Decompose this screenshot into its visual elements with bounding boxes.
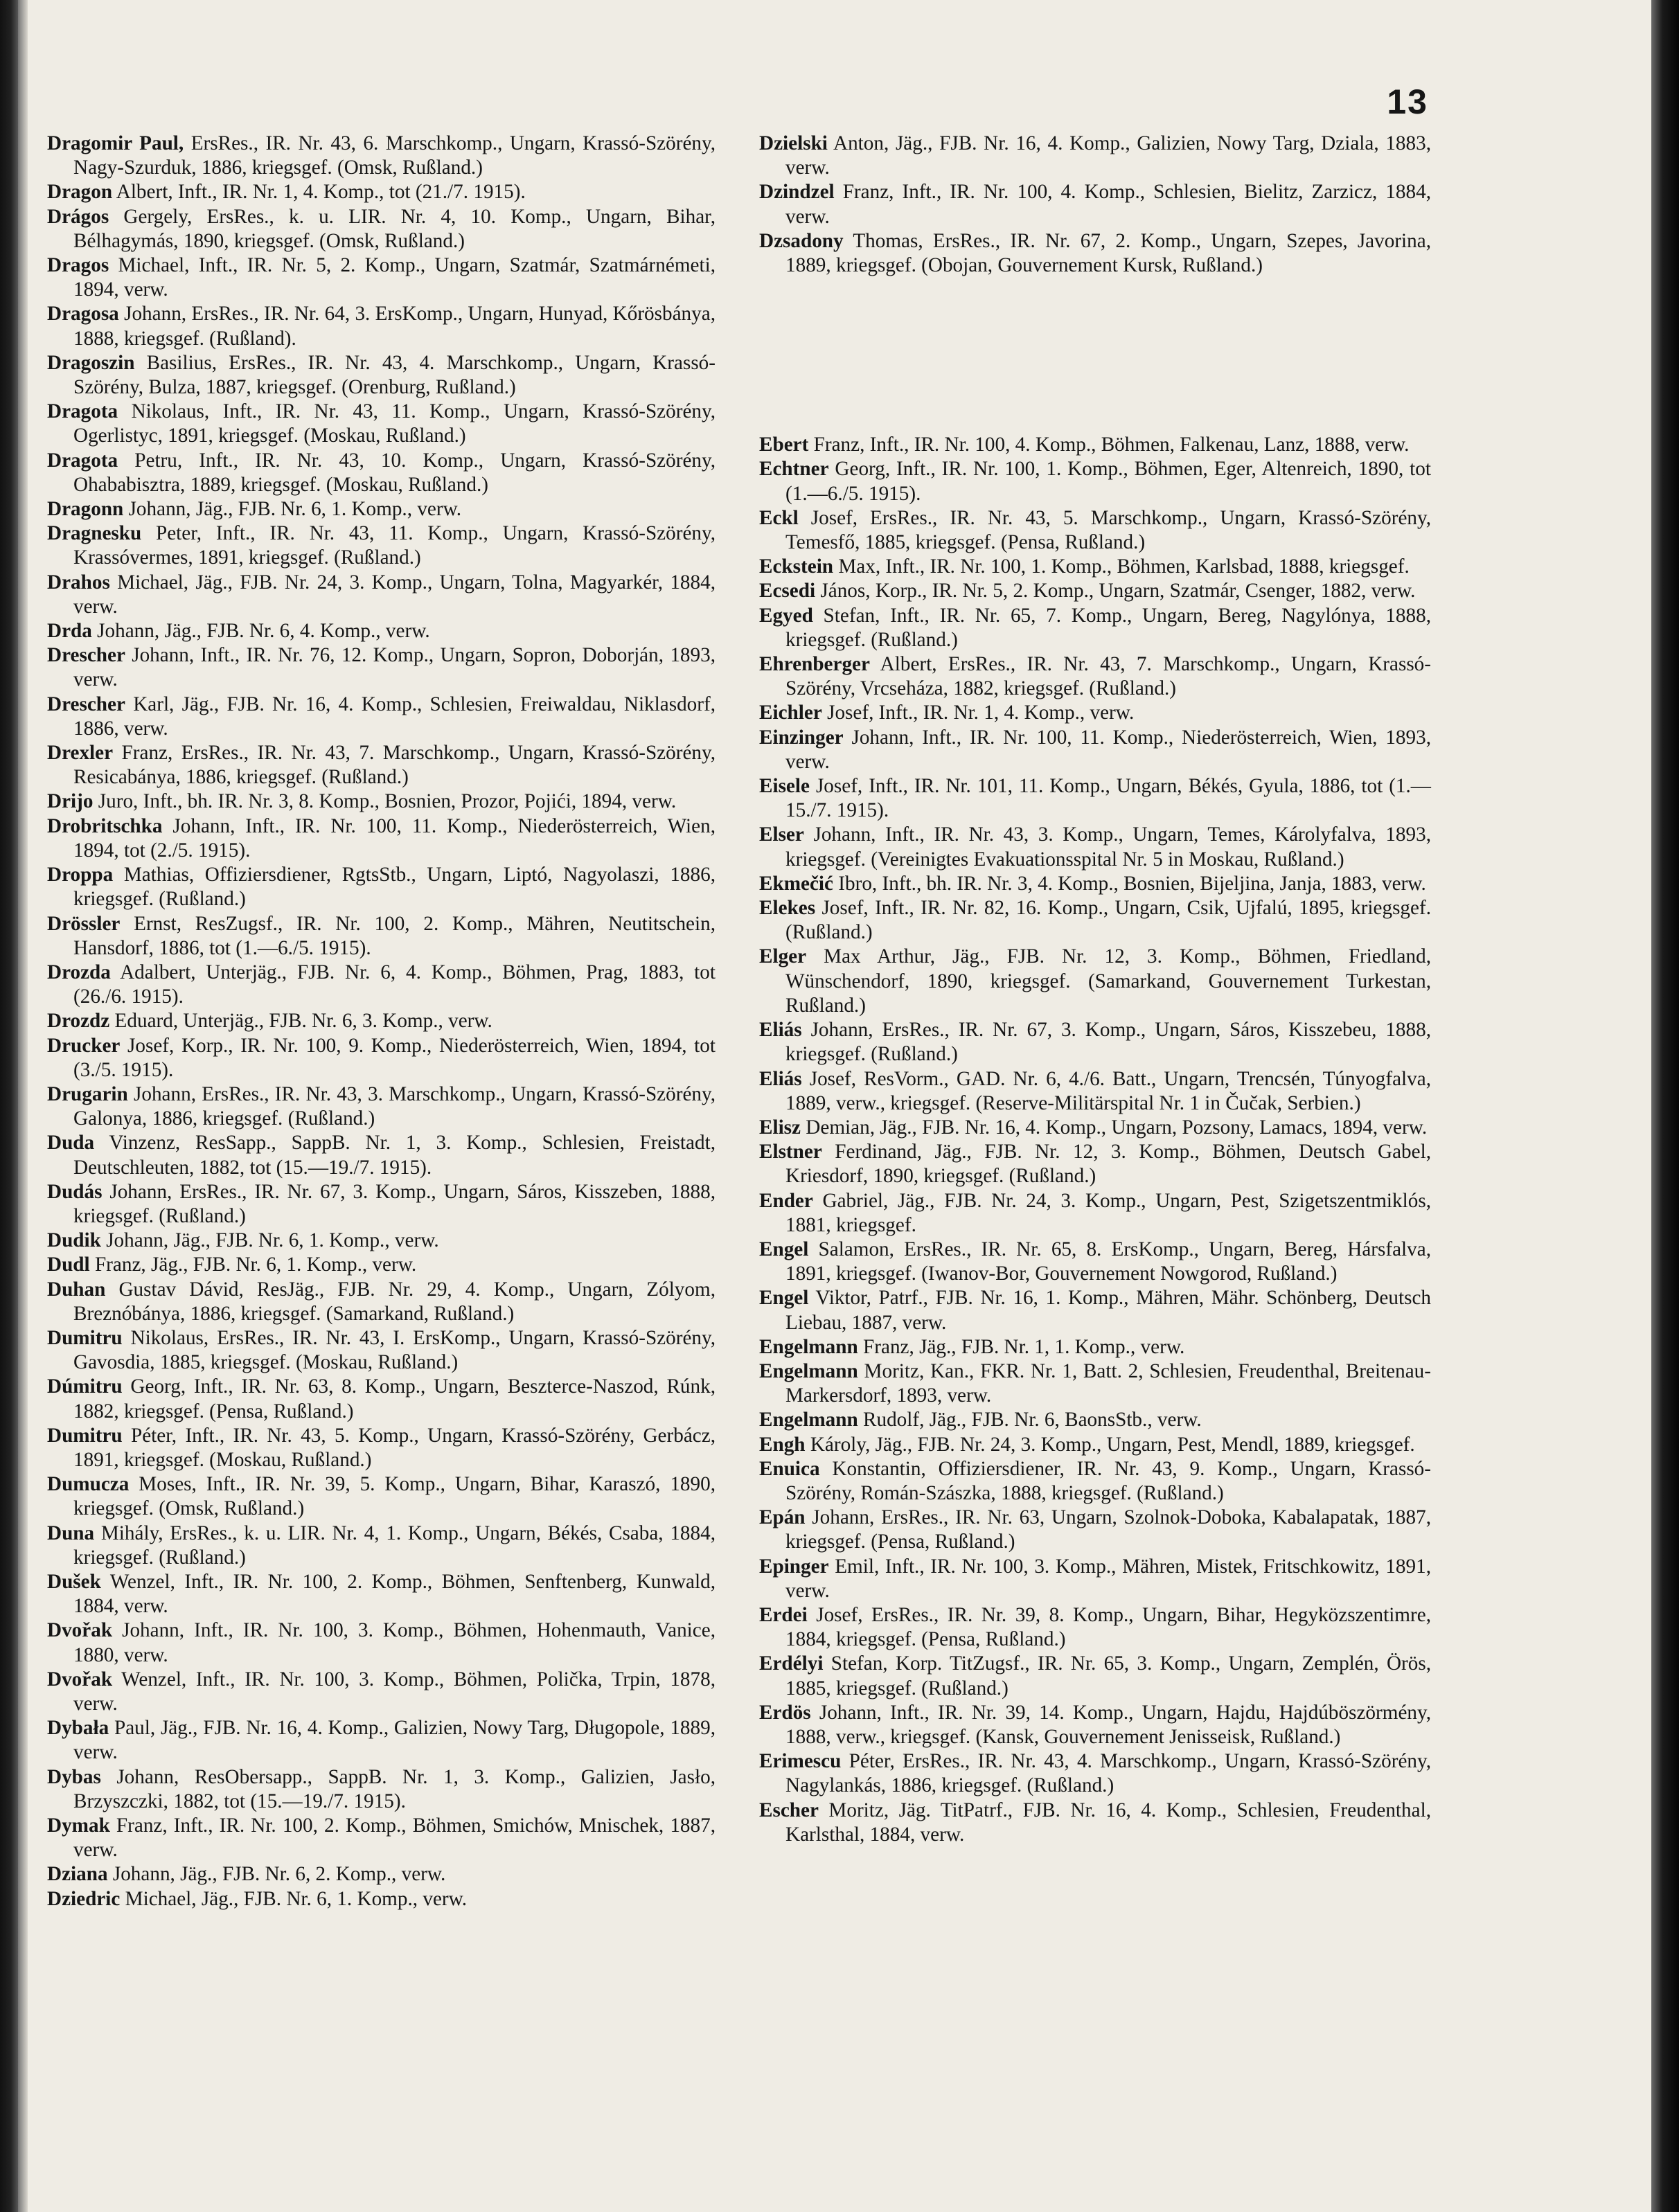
register-entry — [759, 1116, 1431, 1140]
register-entry — [759, 774, 1431, 823]
register-entry — [47, 1618, 716, 1667]
entry-surname: Drozdz — [47, 1010, 110, 1033]
register-entry — [47, 132, 716, 180]
entry-details: Nikolaus, ErsRes., IR. Nr. 43, I. ErsKomp., Ungarn, Krassó-Szörény, Gavosdia, 1885, kriegsgef. (Moskau, Rußland.) — [73, 1326, 716, 1374]
entry-surname: Dragota — [47, 449, 118, 472]
entry-details: Josef, Inft., IR. Nr. 101, 11. Komp., Ungarn, Békés, Gyula, 1886, tot (1.—15./7. 1915). — [785, 775, 1431, 822]
entry-details: Basilius, ErsRes., IR. Nr. 43, 4. Marschkomp., Ungarn, Krassó-Szörény, Bulza, 1887, kriegsgef. (Orenburg, Rußland.) — [73, 351, 716, 399]
entry-surname: Dragonn — [47, 498, 124, 521]
entry-details: Johann, ErsRes., IR. Nr. 67, 3. Komp., Ungarn, Sáros, Kisszeben, 1888, kriegsgef. (Rußland.) — [73, 1180, 716, 1227]
entry-surname: Epán — [759, 1506, 806, 1529]
register-entry — [759, 945, 1431, 1018]
register-entry — [47, 790, 716, 814]
register-entry — [47, 1814, 716, 1862]
entry-surname: Eckstein — [759, 555, 834, 578]
register-entry — [759, 1238, 1431, 1286]
entry-details: Franz, Jäg., FJB. Nr. 6, 1. Komp., verw. — [89, 1254, 417, 1276]
entry-surname: Dvořak — [47, 1619, 113, 1642]
register-entry — [47, 863, 716, 911]
entry-surname: Ebert — [759, 434, 809, 456]
entry-details: Moritz, Jäg. TitPatrf., FJB. Nr. 16, 4. Komp., Schlesien, Freudenthal, Karlsthal, 1884, verw. — [785, 1799, 1431, 1846]
entry-details: Ernst, ResZugsf., IR. Nr. 100, 2. Komp., Mähren, Neutitschein, Hansdorf, 1886, tot (1.—6./5. 1915). — [73, 912, 716, 959]
register-entry — [47, 521, 716, 570]
entry-surname: Ehrenberger — [759, 653, 870, 676]
entry-surname: Drobritschka — [47, 814, 163, 837]
register-entry — [47, 741, 716, 790]
entry-surname: Dybas — [47, 1765, 101, 1788]
entry-surname: Dziedric — [47, 1887, 121, 1910]
register-entry — [47, 1716, 716, 1765]
entry-details: Petru, Inft., IR. Nr. 43, 10. Komp., Ungarn, Krassó-Szörény, Ohababisztra, 1889, kriegsgef. (Moskau, Rußland.) — [73, 449, 716, 496]
entry-surname: Dumitru — [47, 1326, 123, 1349]
entry-surname: Elstner — [759, 1141, 822, 1163]
register-entry — [759, 1359, 1431, 1408]
entry-surname: Erdélyi — [759, 1652, 824, 1675]
entry-surname: Erdös — [759, 1701, 811, 1724]
entry-surname: Drexler — [47, 742, 114, 765]
register-entry — [47, 1375, 716, 1423]
entry-details: Wenzel, Inft., IR. Nr. 100, 2. Komp., Böhmen, Senftenberg, Kunwald, 1884, verw. — [73, 1570, 716, 1618]
entry-details: Stefan, Inft., IR. Nr. 65, 7. Komp., Ungarn, Bereg, Nagylónya, 1888, kriegsgef. (Rußland.) — [785, 604, 1431, 651]
register-entry — [759, 229, 1431, 278]
entry-surname: Dzsadony — [759, 229, 844, 252]
entry-surname: Eliás — [759, 1019, 802, 1042]
entry-details: Vinzenz, ResSapp., SappB. Nr. 1, 3. Komp., Schlesien, Freistadt, Deutschleuten, 1882, tot (15.—19./7. 1915). — [73, 1132, 716, 1179]
entry-details: Franz, Inft., IR. Nr. 100, 4. Komp., Schlesien, Bielitz, Zarzicz, 1884, verw. — [785, 181, 1431, 228]
entry-details: Peter, Inft., IR. Nr. 43, 11. Komp., Ungarn, Krassó-Szörény, Krassóvermes, 1891, kriegsgef. (Rußland.) — [73, 522, 716, 569]
entry-surname: Elisz — [759, 1116, 801, 1139]
entry-details: Konstantin, Offiziersdiener, IR. Nr. 43, 9. Komp., Ungarn, Krassó-Szörény, Román-Szászka, 1888, kriegsgef. (Rußland.) — [785, 1457, 1431, 1504]
entry-surname: Erimescu — [759, 1750, 842, 1773]
register-entry — [47, 1424, 716, 1472]
register-entry — [759, 872, 1431, 896]
entry-details: Michael, Jäg., FJB. Nr. 24, 3. Komp., Ungarn, Tolna, Magyarkér, 1884, verw. — [73, 571, 716, 618]
entry-surname: Engelmann — [759, 1409, 858, 1431]
entry-surname: Drda — [47, 620, 92, 643]
entry-details: Johann, Inft., IR. Nr. 39, 14. Komp., Ungarn, Hajdu, Hajdúböszörmény, 1888, verw., kriegsgef. (Kansk, Gouvernement Jenisseisk, Rußland.) — [785, 1701, 1431, 1748]
entry-details: Josef, Inft., IR. Nr. 1, 4. Komp., verw. — [821, 702, 1135, 724]
section-gap — [759, 278, 1431, 433]
entry-details: Georg, Inft., IR. Nr. 63, 8. Komp., Ungarn, Beszterce-Naszod, Rúnk, 1882, kriegsgef. (Pensa, Rußland.) — [73, 1375, 716, 1422]
register-entry — [759, 1701, 1431, 1749]
register-entry — [759, 1140, 1431, 1188]
entry-details: ErsRes., IR. Nr. 43, 6. Marschkomp., Ungarn, Krassó-Szörény, Nagy-Szurduk, 1886, kriegsgef. (Omsk, Rußland.) — [73, 132, 716, 179]
entry-details: Johann, Inft., IR. Nr. 100, 11. Komp., Niederösterreich, Wien, 1894, tot (2./5. 1915). — [73, 814, 716, 862]
entry-details: Mihály, ErsRes., k. u. LIR. Nr. 4, 1. Komp., Ungarn, Békés, Csaba, 1884, kriegsgef. (Rußland.) — [73, 1522, 716, 1569]
register-entry — [47, 1472, 716, 1521]
entry-surname: Epinger — [759, 1555, 829, 1578]
entry-details: Moritz, Kan., FKR. Nr. 1, Batt. 2, Schlesien, Freudenthal, Breitenau-Markersdorf, 1893, verw. — [785, 1359, 1431, 1407]
entry-details: Josef, Korp., IR. Nr. 100, 9. Komp., Niederösterreich, Wien, 1894, tot (3./5. 1915). — [73, 1034, 716, 1081]
right-column-entries — [759, 433, 1431, 1847]
entry-surname: Dragos — [47, 254, 109, 277]
entry-details: Karl, Jäg., FJB. Nr. 16, 4. Komp., Schlesien, Freiwaldau, Niklasdorf, 1886, verw. — [73, 693, 716, 740]
entry-details: Eduard, Unterjäg., FJB. Nr. 6, 3. Komp., verw. — [109, 1010, 492, 1033]
entry-surname: Drozda — [47, 961, 111, 983]
entry-surname: Ecsedi — [759, 580, 816, 603]
register-entry — [47, 571, 716, 619]
register-entry — [759, 652, 1431, 701]
entry-details: Albert, ErsRes., IR. Nr. 43, 7. Marschkomp., Ungarn, Krassó-Szörény, Vrcseháza, 1882, kriegsgef. (Rußland.) — [785, 653, 1431, 700]
entry-surname: Dudás — [47, 1180, 103, 1203]
register-entry — [759, 1018, 1431, 1067]
entry-details: Franz, Inft., IR. Nr. 100, 4. Komp., Böhmen, Falkenau, Lanz, 1888, verw. — [808, 434, 1410, 456]
entry-details: Johann, Jäg., FJB. Nr. 6, 4. Komp., verw. — [91, 620, 430, 643]
entry-details: Johann, ErsRes., IR. Nr. 64, 3. ErsKomp., Ungarn, Hunyad, Kőrösbánya, 1888, kriegsgef. (Rußland). — [73, 303, 716, 350]
entry-surname: Droppa — [47, 864, 114, 886]
entry-surname: Elser — [759, 823, 804, 846]
register-entry — [47, 449, 716, 497]
register-entry — [47, 1009, 716, 1033]
entry-details: Salamon, ErsRes., IR. Nr. 65, 8. ErsKomp., Ungarn, Bereg, Hársfalva, 1891, kriegsgef. (Iwanov-Bor, Gouvernement Nowgorod, Rußland.) — [785, 1238, 1431, 1285]
entry-surname: Engelmann — [759, 1359, 858, 1382]
entry-details: Josef, ErsRes., IR. Nr. 39, 8. Komp., Ungarn, Bihar, Hegyközszentimre, 1884, kriegsgef. (Pensa, Rußland.) — [785, 1603, 1431, 1651]
entry-details: Josef, ResVorm., GAD. Nr. 6, 4./6. Batt., Ungarn, Trencsén, Túnyogfalva, 1889, verw., kriegsgef. (Reserve-Militärspital Nr. 1 in Čučak, Serbien.) — [785, 1067, 1431, 1114]
register-entry — [47, 643, 716, 692]
entry-details: Adalbert, Unterjäg., FJB. Nr. 6, 4. Komp., Böhmen, Prag, 1883, tot (26./6. 1915). — [73, 961, 716, 1008]
entry-details: Juro, Inft., bh. IR. Nr. 3, 8. Komp., Bosnien, Prozor, Pojići, 1894, verw. — [93, 790, 677, 813]
register-entry — [759, 1067, 1431, 1116]
entry-details: Johann, ErsRes., IR. Nr. 43, 3. Marschkomp., Ungarn, Krassó-Szörény, Galonya, 1886, kriegsgef. (Rußland.) — [73, 1082, 716, 1130]
entry-surname: Drijo — [47, 790, 94, 813]
entry-surname: Ekmečić — [759, 872, 833, 895]
register-entry — [47, 814, 716, 863]
register-entry — [47, 1034, 716, 1082]
register-entry — [759, 433, 1431, 457]
register-entry — [759, 1335, 1431, 1359]
register-entry — [47, 1278, 716, 1326]
entry-surname: Einzinger — [759, 726, 844, 749]
register-entry — [47, 961, 716, 1009]
entry-details: Johann, Inft., IR. Nr. 100, 11. Komp., Niederösterreich, Wien, 1893, verw. — [785, 726, 1431, 773]
entry-surname: Drescher — [47, 693, 125, 715]
entry-surname: Dymak — [47, 1814, 110, 1837]
page-number: 13 — [1387, 82, 1428, 121]
entry-details: Franz, Inft., IR. Nr. 100, 2. Komp., Böhmen, Smichów, Mnischek, 1887, verw. — [73, 1814, 716, 1862]
entry-details: János, Korp., IR. Nr. 5, 2. Komp., Ungarn, Szatmár, Csenger, 1882, verw. — [815, 580, 1416, 603]
entry-details: Max Arthur, Jäg., FJB. Nr. 12, 3. Komp., Böhmen, Friedland, Wünschendorf, 1890, kriegsgef. (Samarkand, Gouvernement Turkestan, Rußland.) — [785, 945, 1431, 1017]
entry-details: Moses, Inft., IR. Nr. 39, 5. Komp., Ungarn, Bihar, Karaszó, 1890, kriegsgef. (Omsk, Rußland.) — [73, 1473, 716, 1520]
entry-details: Franz, Jäg., FJB. Nr. 1, 1. Komp., verw. — [858, 1335, 1185, 1358]
register-entry — [47, 180, 716, 204]
entry-details: Johann, Jäg., FJB. Nr. 6, 1. Komp., verw. — [100, 1229, 439, 1252]
entry-details: Johann, Inft., IR. Nr. 100, 3. Komp., Böhmen, Hohenmauth, Vanice, 1880, verw. — [73, 1619, 716, 1666]
entry-details: Károly, Jäg., FJB. Nr. 24, 3. Komp., Ungarn, Pest, Mendl, 1889, kriegsgef. — [805, 1433, 1415, 1456]
right-column-top-entries — [759, 132, 1431, 278]
entry-surname: Eichler — [759, 702, 822, 724]
register-entry — [759, 604, 1431, 652]
entry-details: Josef, Inft., IR. Nr. 82, 16. Komp., Ungarn, Csik, Ujfalú, 1895, kriegsgef. (Rußland.) — [785, 897, 1431, 944]
register-entry — [47, 205, 716, 253]
entry-details: Johann, ErsRes., IR. Nr. 67, 3. Komp., Ungarn, Sáros, Kisszebeu, 1888, kriegsgef. (Rußland.) — [785, 1019, 1431, 1066]
page-edge-left — [0, 0, 18, 2212]
register-entry — [759, 1286, 1431, 1335]
entry-details: Emil, Inft., IR. Nr. 100, 3. Komp., Mähren, Mistek, Fritschkowitz, 1891, verw. — [785, 1555, 1431, 1602]
register-entry — [47, 1668, 716, 1716]
entry-surname: Echtner — [759, 458, 829, 481]
register-entry — [47, 1765, 716, 1814]
entry-details: Albert, Inft., IR. Nr. 1, 4. Komp., tot (21./7. 1915). — [112, 181, 526, 204]
entry-surname: Dragosa — [47, 303, 119, 325]
register-entry — [47, 1229, 716, 1253]
entry-details: Max, Inft., IR. Nr. 100, 1. Komp., Böhmen, Karlsbad, 1888, kriegsgef. — [833, 555, 1410, 578]
entry-details: Thomas, ErsRes., IR. Nr. 67, 2. Komp., Ungarn, Szepes, Javorina, 1889, kriegsgef. (Obojan, Gouvernement Kursk, Rußland.) — [785, 229, 1431, 277]
register-entry — [47, 1082, 716, 1131]
entry-surname: Engh — [759, 1433, 806, 1456]
register-entry — [759, 1749, 1431, 1798]
register-entry — [759, 726, 1431, 774]
register-entry — [759, 1457, 1431, 1506]
entry-surname: Drössler — [47, 912, 121, 935]
register-entry — [759, 1506, 1431, 1554]
entry-surname: Dudik — [47, 1229, 101, 1252]
entry-surname: Duna — [47, 1522, 95, 1544]
register-entry — [47, 1887, 716, 1911]
page-edge-right — [1651, 0, 1679, 2212]
entry-details: Johann, Jäg., FJB. Nr. 6, 1. Komp., verw. — [123, 498, 462, 521]
entry-surname: Egyed — [759, 604, 813, 627]
entry-surname: Drescher — [47, 644, 125, 667]
entry-surname: Drugarin — [47, 1082, 128, 1105]
entry-surname: Engel — [759, 1287, 809, 1310]
entry-details: Johann, Inft., IR. Nr. 76, 12. Komp., Ungarn, Sopron, Doborján, 1893, verw. — [73, 644, 716, 691]
entry-surname: Drucker — [47, 1034, 121, 1057]
register-entry — [47, 1570, 716, 1618]
register-entry — [759, 1555, 1431, 1603]
entry-surname: Dudl — [47, 1254, 90, 1276]
entry-details: Stefan, Korp. TitZugsf., IR. Nr. 65, 3. Komp., Ungarn, Zemplén, Örös, 1885, kriegsgef. (Rußland.) — [785, 1652, 1431, 1700]
register-entry — [47, 1326, 716, 1375]
entry-surname: Drahos — [47, 571, 110, 594]
entry-surname: Erdei — [759, 1603, 808, 1626]
register-entry — [47, 253, 716, 302]
register-entry — [759, 579, 1431, 603]
entry-surname: Dumitru — [47, 1424, 123, 1447]
register-entry — [47, 497, 716, 521]
entry-surname: Dragon — [47, 181, 113, 204]
entry-details: Gergely, ErsRes., k. u. LIR. Nr. 4, 10. Komp., Ungarn, Bihar, Bélhagymás, 1890, kriegsgef. (Omsk, Rußland.) — [73, 205, 716, 252]
entry-details: Johann, Inft., IR. Nr. 43, 3. Komp., Ungarn, Temes, Károlyfalva, 1893, kriegsgef. (Vereinigtes Evakuationsspital Nr. 5 in Moskau, Rußland.) — [785, 823, 1431, 871]
entry-surname: Eisele — [759, 775, 810, 798]
entry-surname: Escher — [759, 1799, 819, 1821]
entry-details: Nikolaus, Inft., IR. Nr. 43, 11. Komp., Ungarn, Krassó-Szörény, Ogerlistyc, 1891, kriegsgef. (Moskau, Rußland.) — [73, 400, 716, 447]
entry-details: Ferdinand, Jäg., FJB. Nr. 12, 3. Komp., Böhmen, Deutsch Gabel, Kriesdorf, 1890, kriegsgef. (Rußland.) — [785, 1141, 1431, 1188]
page-edge-shadow — [18, 0, 28, 2212]
entry-surname: Dragomir Paul, — [47, 132, 184, 154]
entry-details: Gustav Dávid, ResJäg., FJB. Nr. 29, 4. Komp., Ungarn, Zólyom, Breznóbánya, 1886, kriegsgef. (Samarkand, Rußland.) — [73, 1278, 716, 1325]
entry-details: Johann, ErsRes., IR. Nr. 63, Ungarn, Szolnok-Doboka, Kabalapatak, 1887, kriegsgef. (Pensa, Rußland.) — [785, 1506, 1431, 1553]
register-entry — [759, 1652, 1431, 1700]
entry-surname: Dzindzel — [759, 181, 835, 204]
register-entry — [759, 1189, 1431, 1238]
register-entry — [759, 1408, 1431, 1432]
entry-details: Franz, ErsRes., IR. Nr. 43, 7. Marschkomp., Ungarn, Krassó-Szörény, Resicabánya, 1886, kriegsgef. (Rußland.) — [73, 742, 716, 789]
entry-details: Michael, Inft., IR. Nr. 5, 2. Komp., Ungarn, Szatmár, Szatmárnémeti, 1894, verw. — [73, 254, 716, 301]
register-entry — [759, 132, 1431, 180]
entry-surname: Eliás — [759, 1067, 802, 1090]
entry-surname: Ender — [759, 1189, 813, 1212]
entry-surname: Eckl — [759, 506, 799, 529]
entry-surname: Dragoszin — [47, 351, 135, 374]
register-entry — [759, 1433, 1431, 1457]
register-entry — [47, 912, 716, 961]
register-entry — [47, 302, 716, 350]
register-entry — [759, 896, 1431, 945]
register-entry — [759, 1799, 1431, 1847]
entry-details: Josef, ErsRes., IR. Nr. 43, 5. Marschkomp., Ungarn, Krassó-Szörény, Temesfő, 1885, kriegsgef. (Pensa, Rußland.) — [785, 506, 1431, 554]
entry-details: Georg, Inft., IR. Nr. 100, 1. Komp., Böhmen, Eger, Altenreich, 1890, tot (1.—6./5. 1915). — [785, 458, 1431, 505]
register-entry — [47, 619, 716, 643]
register-entry — [47, 1253, 716, 1277]
register-entry — [47, 1131, 716, 1179]
entry-details: Paul, Jäg., FJB. Nr. 16, 4. Komp., Galizien, Nowy Targ, Długopole, 1889, verw. — [73, 1717, 716, 1764]
entry-surname: Dvořak — [47, 1668, 113, 1691]
register-entry — [47, 1862, 716, 1887]
entry-details: Viktor, Patrf., FJB. Nr. 16, 1. Komp., Mähren, Mähr. Schönberg, Deutsch Liebau, 1887, verw. — [785, 1287, 1431, 1334]
register-entry — [759, 701, 1431, 725]
entry-surname: Elger — [759, 945, 807, 968]
register-entry — [47, 400, 716, 448]
entry-surname: Dušek — [47, 1570, 101, 1593]
entry-details: Wenzel, Inft., IR. Nr. 100, 3. Komp., Böhmen, Polička, Trpin, 1878, verw. — [73, 1668, 716, 1715]
register-entry — [47, 1522, 716, 1570]
register-entry — [47, 1180, 716, 1229]
entry-details: Mathias, Offiziersdiener, RgtsStb., Ungarn, Liptó, Nagyolaszi, 1886, kriegsgef. (Rußland.) — [73, 864, 716, 911]
entry-surname: Dragnesku — [47, 522, 142, 545]
entry-details: Demian, Jäg., FJB. Nr. 16, 4. Komp., Ungarn, Pozsony, Lamacs, 1894, verw. — [801, 1116, 1428, 1139]
entry-surname: Engelmann — [759, 1335, 858, 1358]
entry-surname: Engel — [759, 1238, 809, 1260]
entry-details: Gabriel, Jäg., FJB. Nr. 24, 3. Komp., Ungarn, Pest, Szigetszentmiklós, 1881, kriegsgef. — [785, 1189, 1431, 1236]
entry-details: Johann, ResObersapp., SappB. Nr. 1, 3. Komp., Galizien, Jasło, Brzyszczki, 1882, tot (15.—19./7. 1915). — [73, 1765, 716, 1812]
right-column — [759, 132, 1431, 1847]
entry-details: Ibro, Inft., bh. IR. Nr. 3, 4. Komp., Bosnien, Bijeljina, Janja, 1883, verw. — [833, 872, 1426, 895]
register-entry — [759, 555, 1431, 579]
register-entry — [759, 1603, 1431, 1652]
entry-surname: Dybała — [47, 1717, 109, 1740]
entry-surname: Dúmitru — [47, 1375, 123, 1398]
entry-surname: Dumucza — [47, 1473, 130, 1496]
entry-details: Rudolf, Jäg., FJB. Nr. 6, BaonsStb., verw. — [858, 1409, 1202, 1431]
entry-surname: Enuica — [759, 1457, 820, 1480]
entry-surname: Elekes — [759, 897, 816, 920]
register-entry — [759, 180, 1431, 229]
entry-details: Michael, Jäg., FJB. Nr. 6, 1. Komp., verw. — [120, 1887, 468, 1910]
entry-surname: Duda — [47, 1132, 95, 1154]
entry-surname: Dragota — [47, 400, 118, 423]
register-entry — [47, 693, 716, 741]
entry-surname: Dzielski — [759, 132, 828, 154]
register-entry — [47, 351, 716, 400]
entry-surname: Duhan — [47, 1278, 106, 1301]
entry-details: Péter, Inft., IR. Nr. 43, 5. Komp., Ungarn, Krassó-Szörény, Gerbácz, 1891, kriegsgef. (Moskau, Rußland.) — [73, 1424, 716, 1471]
register-entry — [759, 506, 1431, 555]
entry-details: Johann, Jäg., FJB. Nr. 6, 2. Komp., verw. — [107, 1863, 446, 1886]
register-entry — [759, 823, 1431, 871]
register-entry — [759, 457, 1431, 506]
entry-details: Anton, Jäg., FJB. Nr. 16, 4. Komp., Galizien, Nowy Targ, Dziala, 1883, verw. — [785, 132, 1431, 179]
entry-surname: Drágos — [47, 205, 109, 228]
entry-surname: Dziana — [47, 1863, 108, 1886]
entry-details: Péter, ErsRes., IR. Nr. 43, 4. Marschkomp., Ungarn, Krassó-Szörény, Nagylankás, 1886, kriegsgef. (Rußland.) — [785, 1750, 1431, 1797]
left-column — [47, 132, 716, 1911]
